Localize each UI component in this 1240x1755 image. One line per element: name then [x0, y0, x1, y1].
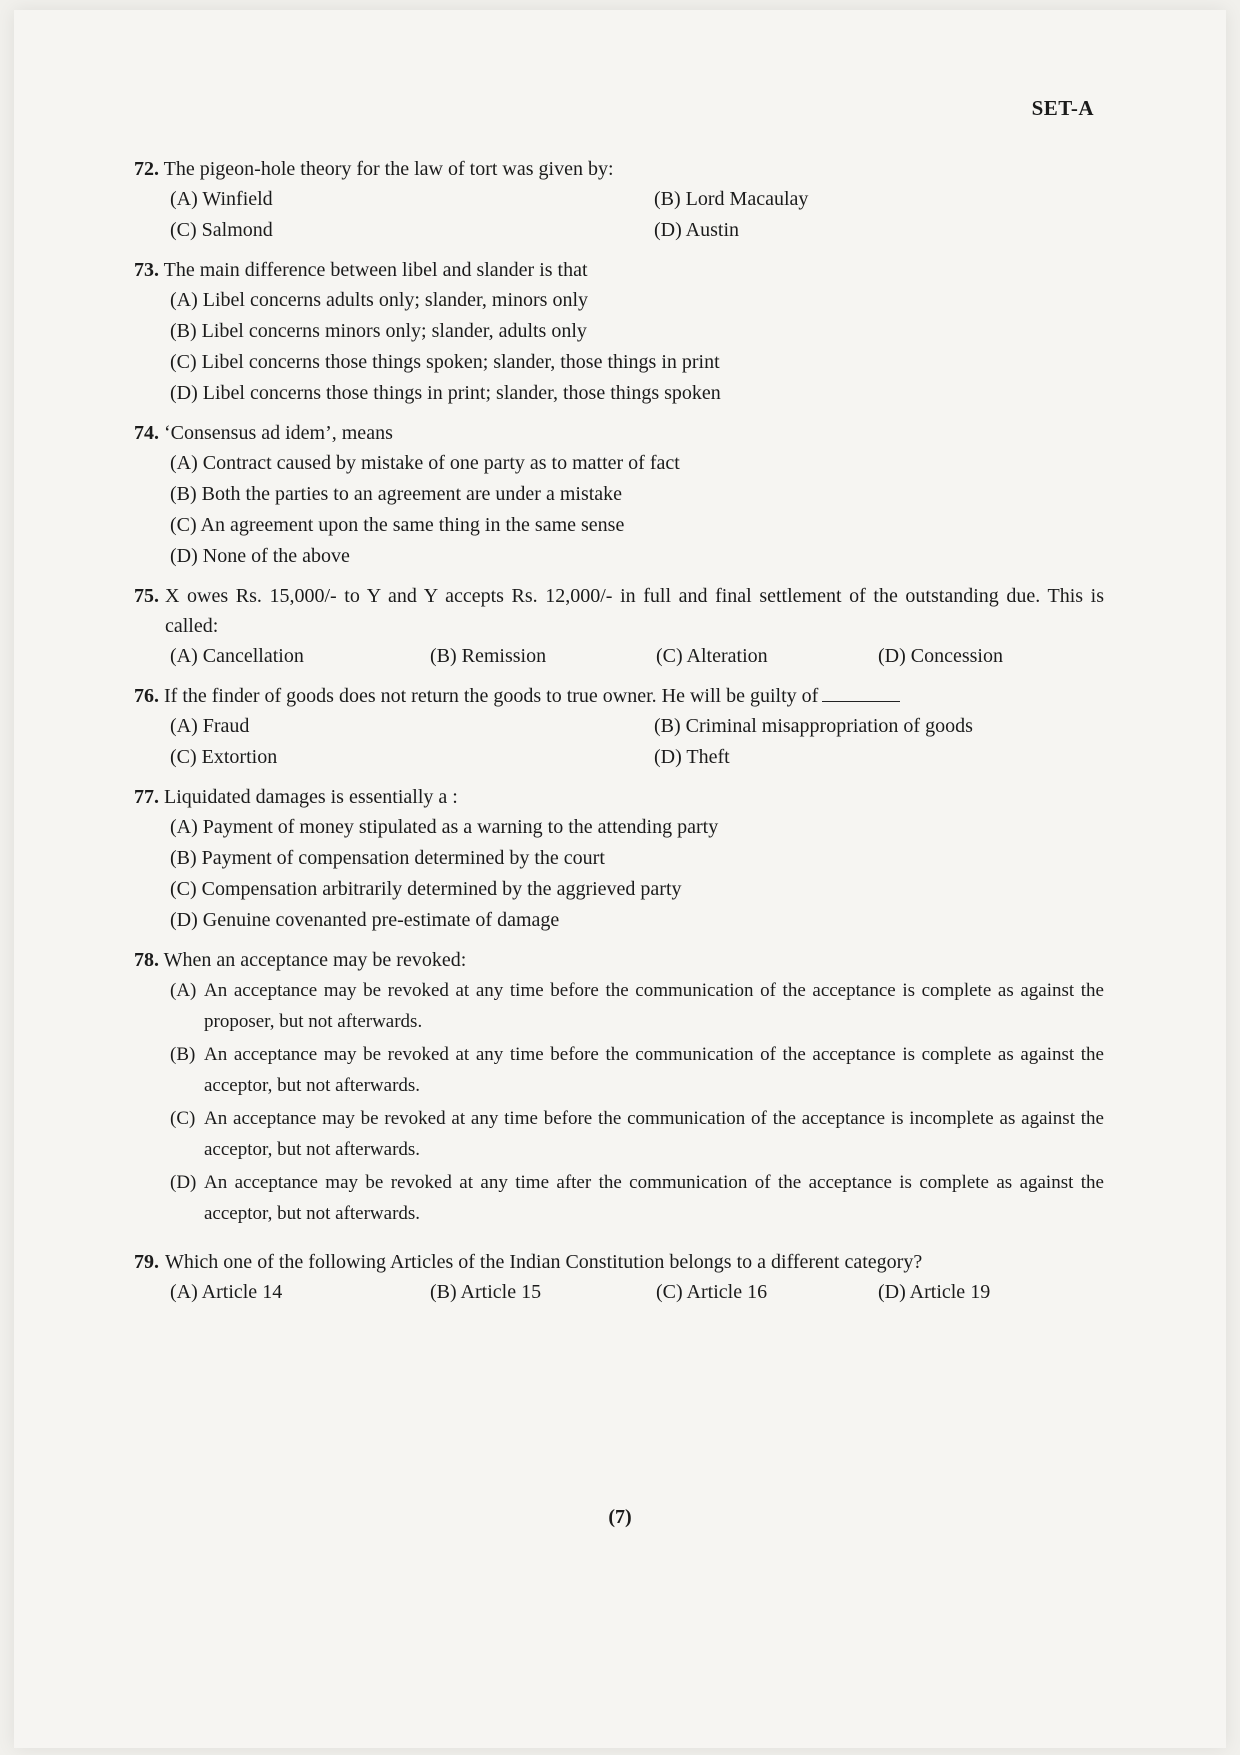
options [134, 285, 1104, 409]
question-number: 73. [134, 259, 159, 281]
options [134, 448, 1104, 572]
option-b: (B) Criminal misappropriation of goods [654, 715, 973, 737]
option-d: (D) Concession [878, 645, 1003, 667]
question-text: The main difference between libel and slander is that [163, 259, 588, 281]
question-text: The pigeon-hole theory for the law of tort was given by: [163, 158, 614, 180]
option-a: (A) Contract caused by mistake of one party as to matter of fact [170, 452, 680, 474]
question-77 [134, 782, 1104, 936]
question-78 [134, 945, 1104, 1229]
question-list [134, 154, 1104, 1317]
option-c: (C) Alteration [656, 645, 768, 667]
option-b: (B) Remission [430, 645, 547, 667]
option-b: (B) Lord Macaulay [654, 188, 809, 210]
option-letter: (A) [170, 980, 197, 1001]
option-text: An acceptance may be revoked at any time before the communication of the acceptance is complete as against the acceptor, but not afterwards. [204, 1044, 1104, 1096]
set-label: SET-A [1031, 96, 1094, 120]
options [134, 812, 1104, 936]
option-a: (A) Winfield [170, 188, 273, 210]
option-d: (D) Libel concerns those things in print; slander, those things spoken [170, 382, 721, 404]
question-74 [134, 418, 1104, 572]
option-d: (D) Theft [654, 746, 730, 768]
option-c: (C) An agreement upon the same thing in the same sense [170, 514, 625, 536]
option-text: An acceptance may be revoked at any time after the communication of the acceptance is complete as against the acceptor, but not afterwards. [204, 1172, 1104, 1224]
option-letter: (B) [170, 1044, 196, 1065]
option-d: (D) Article 19 [878, 1281, 991, 1303]
option-b [170, 1039, 1104, 1101]
question-number: 77. [134, 786, 159, 808]
question-text: Which one of the following Articles of the Indian Constitution belongs to a different category? [165, 1251, 923, 1273]
question-number: 78. [134, 949, 159, 971]
question-number: 74. [134, 422, 159, 444]
option-a [170, 975, 1104, 1037]
option-d: (D) Austin [654, 219, 739, 241]
question-number: 72. [134, 158, 159, 180]
option-a: (A) Libel concerns adults only; slander, minors only [170, 289, 588, 311]
option-a: (A) Fraud [170, 715, 250, 737]
question-number: 75. [134, 585, 159, 607]
option-letter: (D) [170, 1172, 197, 1193]
option-d: (D) None of the above [170, 545, 350, 567]
option-b: (B) Article 15 [430, 1281, 542, 1303]
options [134, 975, 1104, 1229]
question-text: Liquidated damages is essentially a : [164, 786, 458, 808]
option-c: (C) Compensation arbitrarily determined by the aggrieved party [170, 878, 682, 900]
option-c: (C) Libel concerns those things spoken; slander, those things in print [170, 351, 720, 373]
option-b: (B) Payment of compensation determined by the court [170, 847, 605, 869]
question-number: 79. [134, 1251, 159, 1273]
question-text: X owes Rs. 15,000/- to Y and Y accepts Rs. 12,000/- in full and final settlement of the outstanding due. This is called: [165, 585, 1104, 637]
options [134, 1277, 1104, 1308]
question-76 [134, 681, 1104, 773]
option-b: (B) Libel concerns minors only; slander, adults only [170, 320, 587, 342]
question-text: When an acceptance may be revoked: [163, 949, 467, 971]
page-number: (7) [608, 1506, 632, 1528]
option-c: (C) Article 16 [656, 1281, 768, 1303]
option-c: (C) Salmond [170, 219, 273, 241]
question-72 [134, 154, 1104, 246]
question-text: ‘Consensus ad idem’, means [164, 422, 393, 444]
option-d: (D) Genuine covenanted pre-estimate of damage [170, 909, 560, 931]
answer-blank [822, 683, 900, 702]
question-79 [134, 1247, 1104, 1308]
options [134, 184, 1104, 246]
options [134, 641, 1104, 672]
option-letter: (C) [170, 1108, 196, 1129]
option-a: (A) Payment of money stipulated as a warning to the attending party [170, 816, 719, 838]
question-73 [134, 255, 1104, 409]
option-b: (B) Both the parties to an agreement are under a mistake [170, 483, 623, 505]
option-a: (A) Cancellation [170, 645, 304, 667]
option-text: An acceptance may be revoked at any time before the communication of the acceptance is complete as against the proposer, but not afterwards. [204, 980, 1104, 1032]
question-text: If the finder of goods does not return the goods to true owner. He will be guilty of [164, 685, 819, 707]
option-a: (A) Article 14 [170, 1281, 283, 1303]
option-c [170, 1103, 1104, 1165]
option-text: An acceptance may be revoked at any time before the communication of the acceptance is incomplete as against the acceptor, but not afterwards. [204, 1108, 1104, 1160]
options [134, 711, 1104, 773]
option-d [170, 1167, 1104, 1229]
question-number: 76. [134, 685, 159, 707]
question-75 [134, 581, 1104, 672]
option-c: (C) Extortion [170, 746, 278, 768]
